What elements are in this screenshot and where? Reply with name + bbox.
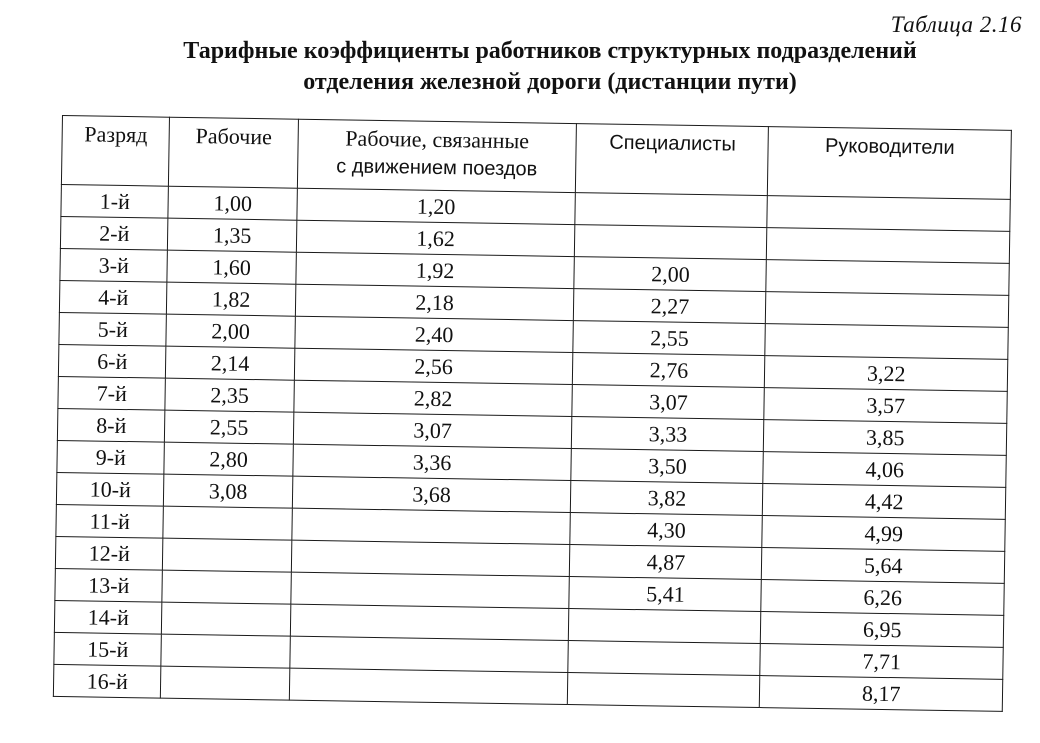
grade-cell: 12-й [55, 536, 163, 570]
train-workers-cell [290, 604, 569, 640]
workers-cell [163, 506, 292, 540]
specialists-cell: 3,33 [572, 417, 765, 452]
specialists-cell [568, 641, 761, 676]
managers-cell: 4,06 [763, 452, 1006, 488]
header-workers: Рабочие [169, 117, 298, 188]
managers-cell [766, 260, 1009, 296]
specialists-cell [569, 609, 762, 644]
grade-cell: 3-й [60, 248, 168, 282]
train-workers-cell: 3,07 [293, 412, 572, 448]
specialists-cell: 3,82 [571, 481, 764, 516]
workers-cell: 2,80 [164, 442, 293, 476]
grade-cell: 1-й [61, 184, 169, 218]
managers-cell: 4,99 [762, 516, 1005, 552]
grade-cell: 6-й [58, 344, 166, 378]
managers-cell: 6,95 [761, 612, 1004, 648]
header-specialists: Специалисты [576, 124, 769, 196]
specialists-cell: 2,76 [573, 353, 766, 388]
workers-cell [161, 666, 290, 700]
train-workers-cell: 1,92 [296, 252, 575, 288]
train-workers-cell: 2,18 [295, 284, 574, 320]
header-train-workers-line-1: Рабочие, связанные [345, 125, 530, 154]
train-workers-cell [291, 540, 570, 576]
workers-cell: 3,08 [164, 474, 293, 508]
grade-cell: 10-й [56, 472, 164, 506]
train-workers-cell: 3,36 [293, 444, 572, 480]
grade-cell: 2-й [60, 216, 168, 250]
grade-cell: 11-й [56, 504, 164, 538]
title-line-2: отделения железной дороги (дистанции пути) [303, 69, 797, 95]
train-workers-cell: 3,68 [292, 476, 571, 512]
grade-cell: 4-й [59, 280, 167, 314]
train-workers-cell: 2,82 [294, 380, 573, 416]
grade-cell: 7-й [58, 376, 166, 410]
specialists-cell: 3,07 [572, 385, 765, 420]
table-title [90, 36, 1010, 98]
workers-cell: 2,00 [166, 314, 295, 348]
managers-cell [766, 292, 1009, 328]
grade-cell: 8-й [57, 408, 165, 442]
managers-cell: 5,64 [762, 548, 1005, 584]
managers-cell: 3,22 [765, 356, 1008, 392]
workers-cell: 2,55 [165, 410, 294, 444]
table-number: Таблица 2.16 [890, 12, 1022, 37]
specialists-cell: 2,00 [574, 257, 767, 292]
managers-cell [767, 196, 1010, 232]
managers-cell: 6,26 [761, 580, 1004, 616]
train-workers-cell: 2,40 [295, 316, 574, 352]
grade-cell: 16-й [53, 664, 161, 698]
grade-cell: 5-й [59, 312, 167, 346]
grade-cell: 15-й [54, 632, 162, 666]
specialists-cell: 4,30 [570, 513, 763, 548]
tariff-table [53, 115, 1012, 712]
specialists-cell: 2,27 [574, 289, 767, 324]
train-workers-cell: 1,20 [297, 188, 576, 224]
specialists-cell [568, 673, 761, 708]
header-train-workers [297, 119, 577, 192]
workers-cell: 2,35 [165, 378, 294, 412]
grade-cell: 14-й [54, 600, 162, 634]
train-workers-cell [291, 572, 570, 608]
train-workers-cell: 2,56 [294, 348, 573, 384]
grade-cell: 13-й [55, 568, 163, 602]
specialists-cell: 4,87 [570, 545, 763, 580]
workers-cell: 2,14 [166, 346, 295, 380]
workers-cell: 1,60 [167, 250, 296, 284]
train-workers-cell [289, 668, 568, 704]
managers-cell [765, 324, 1008, 360]
specialists-cell: 5,41 [569, 577, 762, 612]
title-line-1: Тарифные коэффициенты работников структурных подразделений [183, 38, 917, 64]
managers-cell: 3,57 [764, 388, 1007, 424]
workers-cell [162, 570, 291, 604]
train-workers-cell [292, 508, 571, 544]
specialists-cell [575, 193, 768, 228]
train-workers-cell [290, 636, 569, 672]
managers-cell: 8,17 [760, 676, 1003, 712]
header-managers: Руководители [768, 127, 1012, 200]
header-grade: Разряд [61, 116, 169, 187]
workers-cell: 1,00 [168, 186, 297, 220]
specialists-cell [575, 225, 768, 260]
managers-cell: 7,71 [760, 644, 1003, 680]
workers-cell [163, 538, 292, 572]
managers-cell [767, 228, 1010, 264]
workers-cell: 1,82 [167, 282, 296, 316]
header-train-workers-line-2: с движением поездов [336, 155, 538, 181]
table-body [53, 184, 1010, 711]
grade-cell: 9-й [57, 440, 165, 474]
managers-cell: 4,42 [763, 484, 1006, 520]
specialists-cell: 2,55 [573, 321, 766, 356]
train-workers-cell: 1,62 [296, 220, 575, 256]
specialists-cell: 3,50 [571, 449, 764, 484]
workers-cell [162, 602, 291, 636]
workers-cell [161, 634, 290, 668]
managers-cell: 3,85 [764, 420, 1007, 456]
workers-cell: 1,35 [168, 218, 297, 252]
